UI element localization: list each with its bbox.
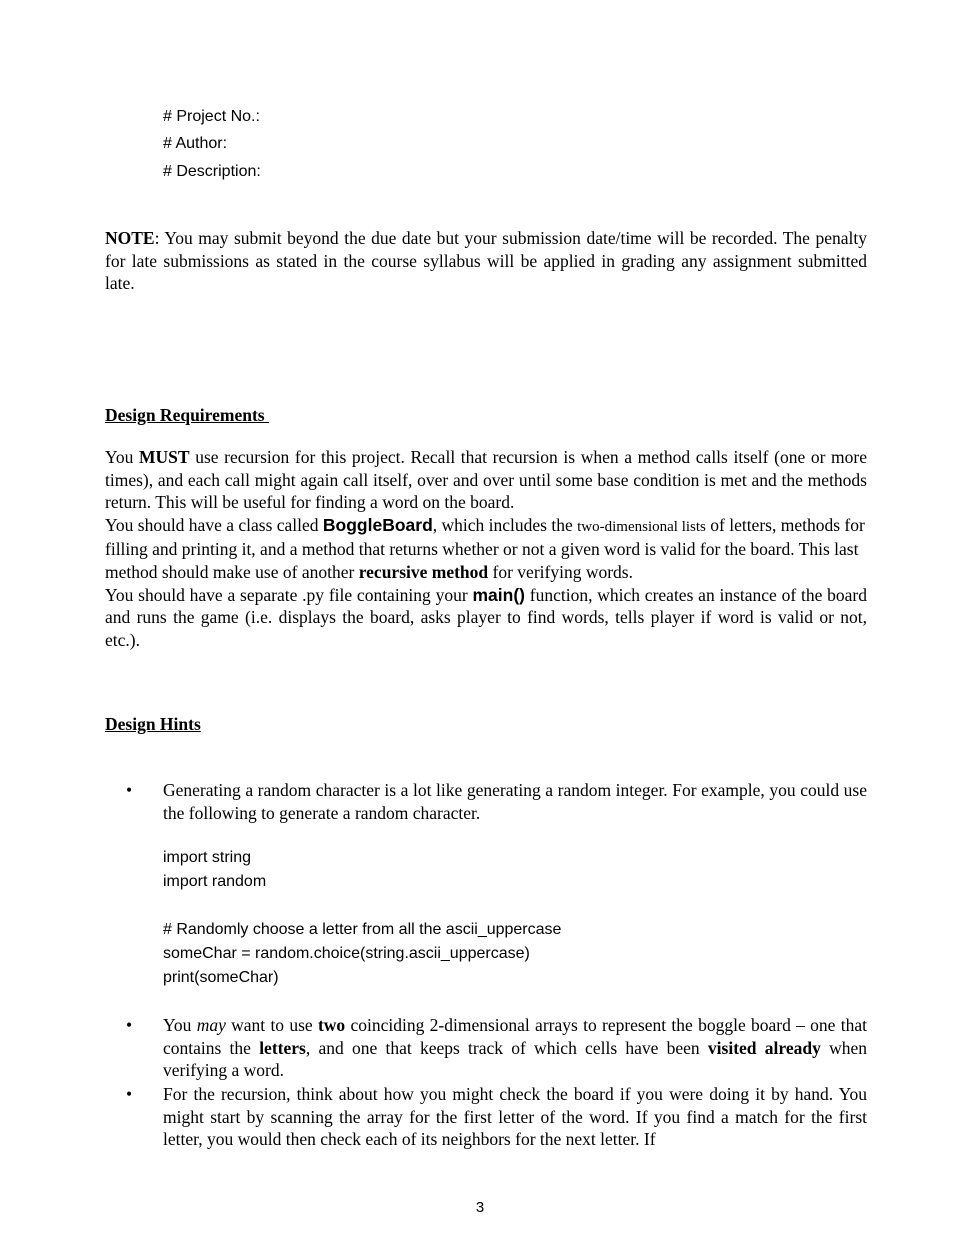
text-run: You should have a separate .py file containing your	[105, 584, 473, 605]
code-line: import random	[163, 873, 267, 890]
text-run: , which includes the	[432, 514, 578, 535]
design-requirements-heading: Design Requirements	[105, 405, 269, 425]
text-run: coinciding 2-dimensional arrays to represent the boggle board – one that contains the	[163, 1015, 867, 1058]
text-run: , and one that keeps track of which cells have been	[305, 1037, 708, 1058]
bullet-icon: •	[126, 1015, 133, 1035]
function-name-main: main()	[472, 584, 525, 605]
header-description: # Description:	[163, 163, 261, 180]
hint-random-character: Generating a random character is a lot like generating a random integer. For example, you could use the following to generate a random character.	[163, 780, 867, 823]
emphasis-two: two	[317, 1015, 346, 1035]
design-requirements-body	[105, 446, 867, 651]
code-line: # Randomly choose a letter from all the ascii_uppercase	[163, 921, 562, 938]
text-run: You	[163, 1015, 197, 1035]
bullet-icon: •	[126, 1084, 133, 1104]
emphasis-visited-already: visited already	[707, 1037, 821, 1058]
header-author: # Author:	[163, 135, 228, 152]
text-run: function, which creates an instance of the board and runs the game (i.e. displays the board, asks player to find words, tells player if word is valid or not, etc.).	[105, 584, 868, 650]
text-run: when verifying a word.	[163, 1037, 867, 1081]
header-project-no: # Project No.:	[163, 108, 260, 125]
emphasis-recursive-method: recursive method	[358, 561, 489, 582]
text-run: You should have a class called	[105, 514, 323, 535]
text-two-dimensional-lists: two-dimensional lists	[577, 518, 706, 535]
note-paragraph	[105, 227, 867, 295]
class-name-boggleboard: BoggleBoard	[322, 514, 433, 535]
design-hints-heading: Design Hints	[105, 714, 201, 734]
code-line: someChar = random.choice(string.ascii_uppercase)	[163, 945, 530, 962]
requirements-paragraph-class	[105, 514, 867, 584]
text-run: use recursion for this project. Recall that recursion is when a method calls itself (one or more times), and each call might again call itself, over and over until some base condition is met and the methods return. This will be useful for finding a word on the board.	[105, 447, 868, 513]
emphasis-must: MUST	[139, 447, 190, 467]
requirements-paragraph-recursion	[105, 446, 867, 514]
text-run: for verifying words.	[488, 561, 633, 582]
code-line: import string	[163, 849, 252, 866]
note-text: : You may submit beyond the due date but your submission date/time will be recorded. The penalty for late submissions as stated in the course syllabus will be applied in grading any assignment submitted late.	[105, 228, 867, 294]
text-run: of letters, methods for filling and printing it, and a method that returns whether or not a given word is valid for the board. This last method should make use of another	[105, 514, 865, 582]
bullet-icon: •	[126, 780, 133, 800]
hint-recursion-approach: For the recursion, think about how you might check the board if you were doing it by hand. You might start by scanning the array for the first letter of the word. If you find a match for the first letter, you would then check each of its neighbors for the next letter. If	[163, 1084, 867, 1150]
note-label: NOTE	[105, 228, 155, 248]
code-line: print(someChar)	[163, 969, 279, 986]
emphasis-letters: letters	[259, 1037, 306, 1058]
text-run: want to use	[225, 1015, 318, 1035]
emphasis-may: may	[196, 1015, 226, 1035]
text-run: You	[105, 447, 140, 467]
requirements-paragraph-main	[105, 584, 867, 652]
hint-two-arrays	[163, 1014, 867, 1082]
page-number: 3	[475, 1199, 485, 1216]
